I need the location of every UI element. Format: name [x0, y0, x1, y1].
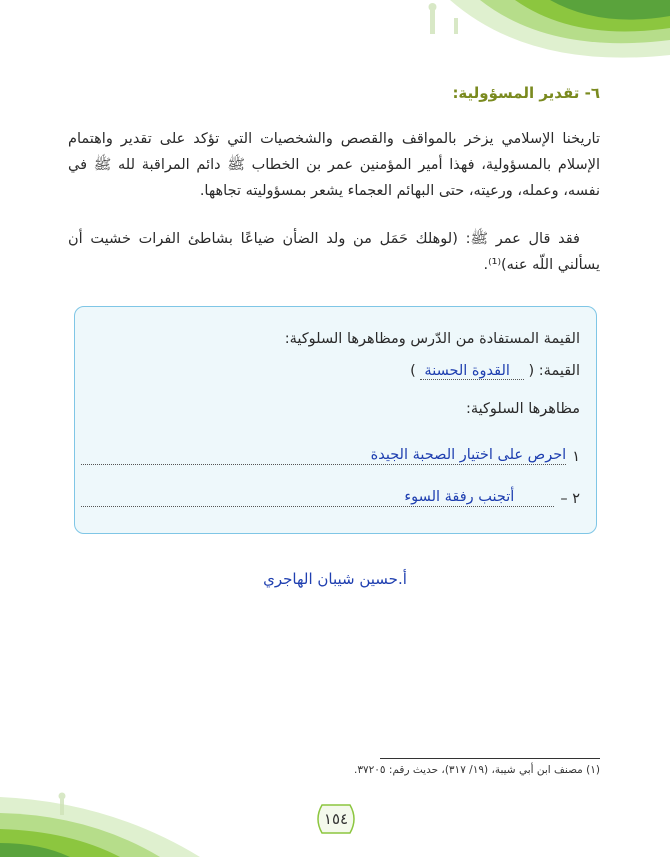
paragraph-1: تاريخنا الإسلامي يزخر بالمواقف والقصص والشخصيات التي تؤكد على تقدير واهتمام الإسلام بالمسؤولية، فهذا أمير المؤمنين عمر بن الخطاب ﷺ دائم المراقبة لله ﷺ في نفسه، وعمله، ورعيته، حتى البهائم العجماء يشعر بمسؤوليته تجاهها.	[68, 131, 600, 199]
page-number: ١٥٤	[323, 810, 349, 828]
activity-box	[74, 306, 597, 534]
behavior-item-1	[81, 443, 580, 465]
value-answer-blank[interactable]	[420, 363, 524, 380]
footnote-divider	[380, 758, 600, 759]
value-line	[410, 363, 580, 380]
answer-blank-2[interactable]	[81, 486, 554, 507]
value-label: القيمة: (	[528, 363, 580, 379]
value-answer: القدوة الحسنة	[424, 363, 510, 379]
paragraph-2: فقد قال عمر ﷺ: (لوهلك حَمَل من ولد الضأن ضياعًا بشاطئ الفرات خشيت أن يسألني اللّه عنه)⁽¹⁾.	[68, 231, 600, 273]
behaviors-label: مظاهرها السلوكية:	[465, 401, 580, 417]
value-close: )	[410, 363, 416, 379]
bottom-decoration	[0, 777, 260, 857]
footnote: (١) مصنف ابن أبي شيبة، (١٩/ ٣١٧)، حديث رقم: ٣٧٢٠٥.	[354, 764, 600, 776]
item-number: ٢ –	[560, 491, 580, 507]
top-decoration	[410, 0, 670, 70]
behavior-answer-2: أتجنب رفقة السوء	[404, 489, 515, 505]
behavior-answer-1: احرص على اختيار الصحبة الجيدة	[370, 447, 567, 463]
behavior-item-2	[81, 485, 580, 507]
answer-blank-1[interactable]	[81, 444, 566, 465]
activity-title: القيمة المستفادة من الدّرس ومظاهرها السلوكية:	[284, 331, 580, 347]
author-name: أ.حسين شيبان الهاجري	[263, 570, 407, 588]
page-number-badge	[312, 802, 360, 836]
item-number: ١	[572, 449, 580, 465]
section-heading: ٦- تقدير المسؤولية:	[452, 84, 600, 102]
